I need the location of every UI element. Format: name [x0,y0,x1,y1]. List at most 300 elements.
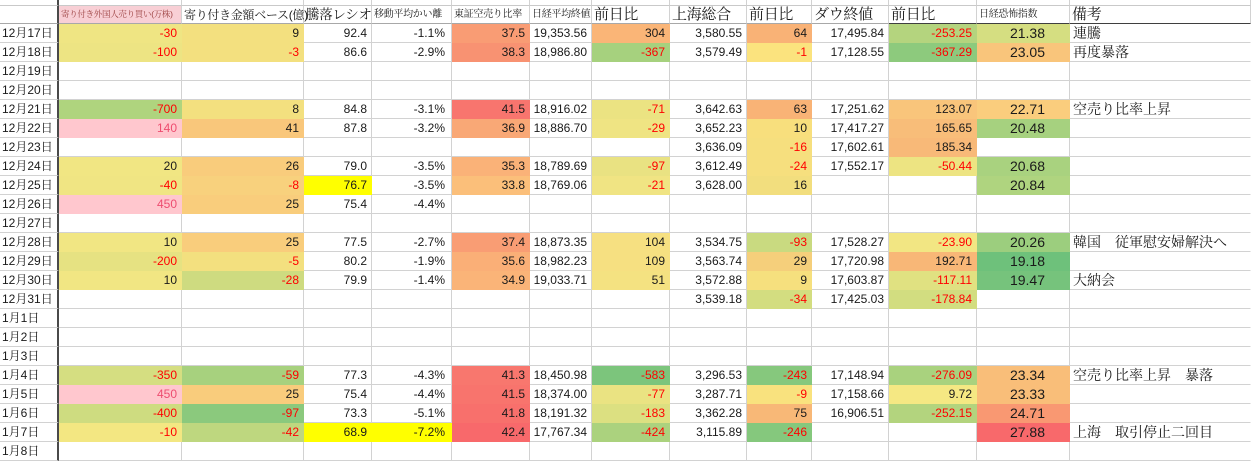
cell-date[interactable]: 12月18日 [0,43,59,62]
cell-foreign[interactable]: -200 [59,252,182,271]
cell-nikkei_chg[interactable] [592,214,670,233]
cell-short_ratio[interactable] [452,214,530,233]
cell-date[interactable]: 12月27日 [0,214,59,233]
cell-note[interactable] [1070,309,1251,328]
cell-foreign[interactable] [59,214,182,233]
header-cell-nikkei_vix[interactable]: 日経恐怖指数 [977,6,1070,24]
cell-short_ratio[interactable]: 35.3 [452,157,530,176]
cell-foreign[interactable] [59,442,182,461]
cell-note[interactable]: 大納会 [1070,271,1251,290]
cell-ma_dev[interactable]: -1.4% [372,271,452,290]
cell-ma_dev[interactable] [372,214,452,233]
cell-note[interactable] [1070,119,1251,138]
cell-dow_close[interactable] [812,176,889,195]
cell-ma_dev[interactable] [372,81,452,100]
cell-note[interactable]: 上海 取引停止二回目 [1070,423,1251,442]
cell-amount[interactable]: 41 [182,119,304,138]
cell-dow_close[interactable]: 17,251.62 [812,100,889,119]
cell-amount[interactable]: 25 [182,233,304,252]
cell-dow_close[interactable]: 17,128.55 [812,43,889,62]
cell-shanghai_chg[interactable]: 9 [747,271,812,290]
cell-dow_close[interactable] [812,195,889,214]
cell-shanghai_chg[interactable]: 75 [747,404,812,423]
cell-date[interactable]: 1月7日 [0,423,59,442]
cell-dow_chg[interactable]: -253.25 [889,24,977,43]
cell-shanghai_chg[interactable] [747,62,812,81]
cell-ratio[interactable] [304,309,372,328]
cell-short_ratio[interactable] [452,309,530,328]
cell-ratio[interactable]: 77.3 [304,366,372,385]
cell-nikkei_close[interactable] [530,442,592,461]
cell-dow_close[interactable]: 17,528.27 [812,233,889,252]
cell-amount[interactable]: 26 [182,157,304,176]
cell-ma_dev[interactable] [372,290,452,309]
cell-short_ratio[interactable]: 34.9 [452,271,530,290]
cell-shanghai_chg[interactable] [747,195,812,214]
cell-note[interactable] [1070,442,1251,461]
cell-nikkei_close[interactable]: 18,789.69 [530,157,592,176]
header-cell-nikkei_close[interactable]: 日経平均終値 [530,6,592,24]
cell-foreign[interactable] [59,290,182,309]
cell-dow_close[interactable] [812,309,889,328]
cell-foreign[interactable] [59,138,182,157]
cell-ma_dev[interactable] [372,328,452,347]
cell-nikkei_vix[interactable]: 19.18 [977,252,1070,271]
cell-note[interactable] [1070,138,1251,157]
header-cell-shanghai[interactable]: 上海総合 [670,6,747,24]
cell-nikkei_chg[interactable] [592,347,670,366]
cell-date[interactable]: 12月17日 [0,24,59,43]
cell-dow_close[interactable]: 17,158.66 [812,385,889,404]
cell-shanghai[interactable]: 3,642.63 [670,100,747,119]
cell-dow_chg[interactable]: 123.07 [889,100,977,119]
cell-nikkei_chg[interactable] [592,328,670,347]
cell-short_ratio[interactable]: 36.9 [452,119,530,138]
cell-shanghai[interactable] [670,214,747,233]
cell-nikkei_chg[interactable]: -77 [592,385,670,404]
cell-shanghai[interactable]: 3,534.75 [670,233,747,252]
cell-dow_chg[interactable]: 9.72 [889,385,977,404]
cell-shanghai_chg[interactable]: 10 [747,119,812,138]
cell-ratio[interactable] [304,328,372,347]
cell-date[interactable]: 12月23日 [0,138,59,157]
cell-nikkei_close[interactable] [530,347,592,366]
cell-ratio[interactable]: 77.5 [304,233,372,252]
cell-shanghai[interactable]: 3,612.49 [670,157,747,176]
cell-date[interactable]: 12月31日 [0,290,59,309]
cell-note[interactable] [1070,195,1251,214]
cell-nikkei_chg[interactable]: -424 [592,423,670,442]
cell-amount[interactable]: -59 [182,366,304,385]
cell-dow_close[interactable] [812,347,889,366]
cell-short_ratio[interactable]: 41.5 [452,100,530,119]
cell-shanghai[interactable]: 3,296.53 [670,366,747,385]
cell-foreign[interactable]: -100 [59,43,182,62]
cell-amount[interactable] [182,214,304,233]
cell-shanghai_chg[interactable] [747,214,812,233]
cell-ratio[interactable] [304,138,372,157]
cell-ratio[interactable]: 68.9 [304,423,372,442]
cell-foreign[interactable] [59,347,182,366]
cell-foreign[interactable] [59,328,182,347]
cell-shanghai_chg[interactable]: 64 [747,24,812,43]
cell-shanghai[interactable]: 3,579.49 [670,43,747,62]
cell-dow_close[interactable]: 17,603.87 [812,271,889,290]
cell-amount[interactable]: -3 [182,43,304,62]
cell-dow_close[interactable]: 17,552.17 [812,157,889,176]
cell-shanghai_chg[interactable]: -16 [747,138,812,157]
cell-nikkei_vix[interactable]: 23.05 [977,43,1070,62]
cell-dow_close[interactable] [812,442,889,461]
cell-note[interactable] [1070,347,1251,366]
cell-ma_dev[interactable]: -3.2% [372,119,452,138]
cell-date[interactable]: 12月20日 [0,81,59,100]
cell-amount[interactable]: 25 [182,195,304,214]
cell-foreign[interactable]: 450 [59,385,182,404]
cell-short_ratio[interactable]: 37.4 [452,233,530,252]
cell-ratio[interactable]: 92.4 [304,24,372,43]
cell-shanghai[interactable]: 3,572.88 [670,271,747,290]
cell-dow_chg[interactable] [889,195,977,214]
cell-shanghai[interactable]: 3,362.28 [670,404,747,423]
cell-nikkei_vix[interactable]: 20.26 [977,233,1070,252]
cell-dow_chg[interactable] [889,423,977,442]
cell-foreign[interactable]: -700 [59,100,182,119]
cell-dow_chg[interactable] [889,214,977,233]
cell-nikkei_chg[interactable]: -583 [592,366,670,385]
cell-date[interactable]: 1月6日 [0,404,59,423]
cell-date[interactable]: 12月21日 [0,100,59,119]
cell-ma_dev[interactable] [372,442,452,461]
cell-ratio[interactable]: 73.3 [304,404,372,423]
cell-nikkei_chg[interactable]: 104 [592,233,670,252]
cell-nikkei_vix[interactable] [977,347,1070,366]
cell-nikkei_chg[interactable] [592,62,670,81]
cell-note[interactable] [1070,214,1251,233]
cell-ratio[interactable]: 76.7 [304,176,372,195]
cell-ratio[interactable]: 84.8 [304,100,372,119]
cell-nikkei_close[interactable]: 18,374.00 [530,385,592,404]
cell-nikkei_vix[interactable]: 19.47 [977,271,1070,290]
cell-dow_chg[interactable] [889,442,977,461]
cell-note[interactable] [1070,176,1251,195]
cell-nikkei_vix[interactable]: 20.68 [977,157,1070,176]
header-cell-dow_close[interactable]: ダウ終値 [812,6,889,24]
cell-foreign[interactable]: -400 [59,404,182,423]
cell-short_ratio[interactable]: 33.8 [452,176,530,195]
cell-shanghai[interactable]: 3,636.09 [670,138,747,157]
cell-nikkei_vix[interactable]: 24.71 [977,404,1070,423]
cell-date[interactable]: 1月2日 [0,328,59,347]
cell-dow_close[interactable] [812,328,889,347]
cell-nikkei_chg[interactable]: -367 [592,43,670,62]
cell-dow_chg[interactable] [889,176,977,195]
header-cell-ratio[interactable]: 騰落レシオ [304,6,372,24]
cell-amount[interactable]: 8 [182,100,304,119]
cell-nikkei_vix[interactable] [977,195,1070,214]
cell-dow_chg[interactable]: 192.71 [889,252,977,271]
cell-short_ratio[interactable] [452,328,530,347]
cell-shanghai[interactable]: 3,652.23 [670,119,747,138]
cell-amount[interactable]: -8 [182,176,304,195]
cell-ma_dev[interactable] [372,347,452,366]
cell-dow_chg[interactable]: 185.34 [889,138,977,157]
cell-nikkei_vix[interactable] [977,442,1070,461]
cell-shanghai[interactable] [670,347,747,366]
cell-ratio[interactable] [304,442,372,461]
cell-shanghai_chg[interactable] [747,328,812,347]
cell-dow_chg[interactable]: 165.65 [889,119,977,138]
cell-dow_close[interactable]: 17,602.61 [812,138,889,157]
cell-shanghai_chg[interactable]: 63 [747,100,812,119]
cell-ma_dev[interactable]: -2.9% [372,43,452,62]
cell-shanghai[interactable] [670,81,747,100]
cell-ma_dev[interactable]: -4.4% [372,195,452,214]
cell-nikkei_vix[interactable]: 22.71 [977,100,1070,119]
cell-amount[interactable] [182,81,304,100]
cell-ma_dev[interactable] [372,309,452,328]
cell-nikkei_vix[interactable] [977,62,1070,81]
cell-date[interactable]: 1月1日 [0,309,59,328]
cell-shanghai[interactable] [670,309,747,328]
cell-nikkei_chg[interactable] [592,290,670,309]
cell-nikkei_vix[interactable] [977,309,1070,328]
cell-dow_chg[interactable]: -23.90 [889,233,977,252]
cell-shanghai_chg[interactable] [747,309,812,328]
cell-nikkei_vix[interactable] [977,290,1070,309]
cell-nikkei_close[interactable] [530,81,592,100]
cell-note[interactable] [1070,157,1251,176]
cell-shanghai[interactable]: 3,287.71 [670,385,747,404]
cell-nikkei_chg[interactable]: -29 [592,119,670,138]
cell-ma_dev[interactable]: -1.1% [372,24,452,43]
cell-ma_dev[interactable] [372,62,452,81]
cell-dow_chg[interactable]: -117.11 [889,271,977,290]
cell-ratio[interactable] [304,214,372,233]
cell-note[interactable]: 空売り比率上昇 暴落 [1070,366,1251,385]
cell-nikkei_close[interactable] [530,309,592,328]
cell-note[interactable]: 空売り比率上昇 [1070,100,1251,119]
cell-nikkei_chg[interactable]: 304 [592,24,670,43]
cell-dow_close[interactable]: 17,417.27 [812,119,889,138]
cell-dow_close[interactable]: 17,720.98 [812,252,889,271]
header-cell-note[interactable]: 備考 [1070,6,1251,24]
cell-foreign[interactable] [59,309,182,328]
cell-nikkei_close[interactable]: 18,886.70 [530,119,592,138]
cell-ratio[interactable] [304,62,372,81]
cell-shanghai_chg[interactable]: 29 [747,252,812,271]
cell-ratio[interactable]: 79.9 [304,271,372,290]
cell-shanghai_chg[interactable] [747,442,812,461]
cell-ratio[interactable]: 87.8 [304,119,372,138]
cell-nikkei_close[interactable]: 18,450.98 [530,366,592,385]
cell-shanghai_chg[interactable] [747,347,812,366]
cell-dow_chg[interactable] [889,62,977,81]
cell-short_ratio[interactable] [452,442,530,461]
header-cell-nikkei_chg[interactable]: 前日比 [592,6,670,24]
cell-dow_chg[interactable]: -252.15 [889,404,977,423]
cell-nikkei_chg[interactable] [592,309,670,328]
cell-shanghai[interactable]: 3,115.89 [670,423,747,442]
cell-ratio[interactable]: 75.4 [304,385,372,404]
cell-dow_chg[interactable] [889,328,977,347]
cell-nikkei_close[interactable]: 18,986.80 [530,43,592,62]
cell-nikkei_vix[interactable]: 21.38 [977,24,1070,43]
cell-dow_chg[interactable] [889,347,977,366]
cell-nikkei_chg[interactable]: 51 [592,271,670,290]
cell-short_ratio[interactable]: 42.4 [452,423,530,442]
header-cell-short_ratio[interactable]: 東証空売り比率 [452,6,530,24]
cell-shanghai[interactable] [670,328,747,347]
cell-short_ratio[interactable]: 35.6 [452,252,530,271]
cell-nikkei_chg[interactable] [592,81,670,100]
cell-amount[interactable] [182,138,304,157]
cell-nikkei_vix[interactable] [977,214,1070,233]
cell-date[interactable]: 12月26日 [0,195,59,214]
cell-shanghai[interactable]: 3,580.55 [670,24,747,43]
cell-foreign[interactable]: 450 [59,195,182,214]
cell-amount[interactable]: -42 [182,423,304,442]
cell-date[interactable]: 12月22日 [0,119,59,138]
cell-dow_chg[interactable]: -50.44 [889,157,977,176]
cell-shanghai[interactable]: 3,563.74 [670,252,747,271]
cell-ma_dev[interactable]: -7.2% [372,423,452,442]
cell-foreign[interactable]: -40 [59,176,182,195]
header-cell-shanghai_chg[interactable]: 前日比 [747,6,812,24]
cell-amount[interactable]: 25 [182,385,304,404]
cell-shanghai[interactable]: 3,539.18 [670,290,747,309]
cell-amount[interactable] [182,309,304,328]
cell-amount[interactable]: 9 [182,24,304,43]
cell-short_ratio[interactable]: 37.5 [452,24,530,43]
cell-date[interactable]: 1月3日 [0,347,59,366]
cell-note[interactable] [1070,81,1251,100]
header-cell-amount[interactable]: 寄り付き金額ベース(億) [182,6,304,24]
cell-short_ratio[interactable] [452,347,530,366]
cell-nikkei_chg[interactable]: 109 [592,252,670,271]
cell-ma_dev[interactable]: -3.1% [372,100,452,119]
cell-nikkei_chg[interactable]: -21 [592,176,670,195]
cell-ratio[interactable]: 79.0 [304,157,372,176]
cell-nikkei_close[interactable]: 17,767.34 [530,423,592,442]
cell-shanghai_chg[interactable]: -34 [747,290,812,309]
cell-nikkei_chg[interactable]: -183 [592,404,670,423]
cell-nikkei_close[interactable]: 18,873.35 [530,233,592,252]
cell-amount[interactable] [182,290,304,309]
cell-nikkei_close[interactable]: 19,353.56 [530,24,592,43]
cell-nikkei_vix[interactable] [977,328,1070,347]
header-cell-ma_dev[interactable]: 移動平均かい離 [372,6,452,24]
cell-note[interactable] [1070,252,1251,271]
cell-dow_chg[interactable]: -178.84 [889,290,977,309]
cell-note[interactable] [1070,328,1251,347]
cell-foreign[interactable]: 20 [59,157,182,176]
cell-foreign[interactable] [59,81,182,100]
cell-amount[interactable]: -97 [182,404,304,423]
cell-foreign[interactable]: 10 [59,271,182,290]
cell-shanghai[interactable]: 3,628.00 [670,176,747,195]
cell-date[interactable]: 12月30日 [0,271,59,290]
cell-dow_close[interactable] [812,81,889,100]
cell-short_ratio[interactable] [452,138,530,157]
cell-date[interactable]: 12月19日 [0,62,59,81]
cell-nikkei_vix[interactable]: 23.33 [977,385,1070,404]
cell-ma_dev[interactable]: -5.1% [372,404,452,423]
cell-nikkei_vix[interactable]: 27.88 [977,423,1070,442]
cell-nikkei_close[interactable] [530,290,592,309]
cell-nikkei_close[interactable] [530,195,592,214]
cell-shanghai[interactable] [670,442,747,461]
cell-date[interactable]: 12月28日 [0,233,59,252]
cell-dow_close[interactable]: 17,425.03 [812,290,889,309]
cell-dow_close[interactable]: 17,148.94 [812,366,889,385]
cell-nikkei_chg[interactable]: -71 [592,100,670,119]
cell-nikkei_vix[interactable]: 20.84 [977,176,1070,195]
cell-ratio[interactable]: 80.2 [304,252,372,271]
cell-date[interactable]: 12月24日 [0,157,59,176]
cell-note[interactable] [1070,62,1251,81]
cell-nikkei_close[interactable]: 18,769.06 [530,176,592,195]
cell-foreign[interactable] [59,62,182,81]
cell-dow_chg[interactable]: -276.09 [889,366,977,385]
cell-date[interactable]: 12月25日 [0,176,59,195]
cell-shanghai_chg[interactable]: -1 [747,43,812,62]
cell-nikkei_close[interactable]: 18,916.02 [530,100,592,119]
cell-dow_chg[interactable] [889,81,977,100]
cell-dow_chg[interactable] [889,309,977,328]
cell-date[interactable]: 1月8日 [0,442,59,461]
cell-foreign[interactable]: 10 [59,233,182,252]
cell-nikkei_close[interactable]: 19,033.71 [530,271,592,290]
cell-shanghai_chg[interactable]: -243 [747,366,812,385]
cell-ma_dev[interactable]: -1.9% [372,252,452,271]
cell-short_ratio[interactable]: 41.8 [452,404,530,423]
cell-shanghai_chg[interactable]: -9 [747,385,812,404]
cell-ratio[interactable] [304,81,372,100]
cell-note[interactable]: 再度暴落 [1070,43,1251,62]
cell-nikkei_vix[interactable] [977,81,1070,100]
cell-note[interactable]: 韓国 従軍慰安婦解決へ [1070,233,1251,252]
cell-amount[interactable] [182,328,304,347]
cell-shanghai_chg[interactable]: 16 [747,176,812,195]
cell-ma_dev[interactable]: -3.5% [372,176,452,195]
cell-shanghai[interactable] [670,62,747,81]
cell-nikkei_close[interactable] [530,214,592,233]
header-cell-date[interactable] [0,6,59,24]
cell-nikkei_vix[interactable]: 23.34 [977,366,1070,385]
cell-note[interactable]: 連騰 [1070,24,1251,43]
cell-shanghai_chg[interactable]: -93 [747,233,812,252]
cell-nikkei_vix[interactable]: 20.48 [977,119,1070,138]
cell-short_ratio[interactable]: 38.3 [452,43,530,62]
cell-nikkei_close[interactable]: 18,982.23 [530,252,592,271]
cell-dow_close[interactable] [812,214,889,233]
cell-ma_dev[interactable]: -4.3% [372,366,452,385]
cell-ratio[interactable]: 86.6 [304,43,372,62]
cell-ratio[interactable] [304,347,372,366]
cell-ratio[interactable] [304,290,372,309]
cell-amount[interactable] [182,347,304,366]
cell-shanghai_chg[interactable]: -246 [747,423,812,442]
cell-note[interactable] [1070,290,1251,309]
cell-nikkei_close[interactable] [530,328,592,347]
cell-foreign[interactable]: -10 [59,423,182,442]
cell-short_ratio[interactable] [452,62,530,81]
cell-dow_close[interactable]: 17,495.84 [812,24,889,43]
cell-foreign[interactable]: -30 [59,24,182,43]
cell-ratio[interactable]: 75.4 [304,195,372,214]
cell-nikkei_chg[interactable] [592,442,670,461]
